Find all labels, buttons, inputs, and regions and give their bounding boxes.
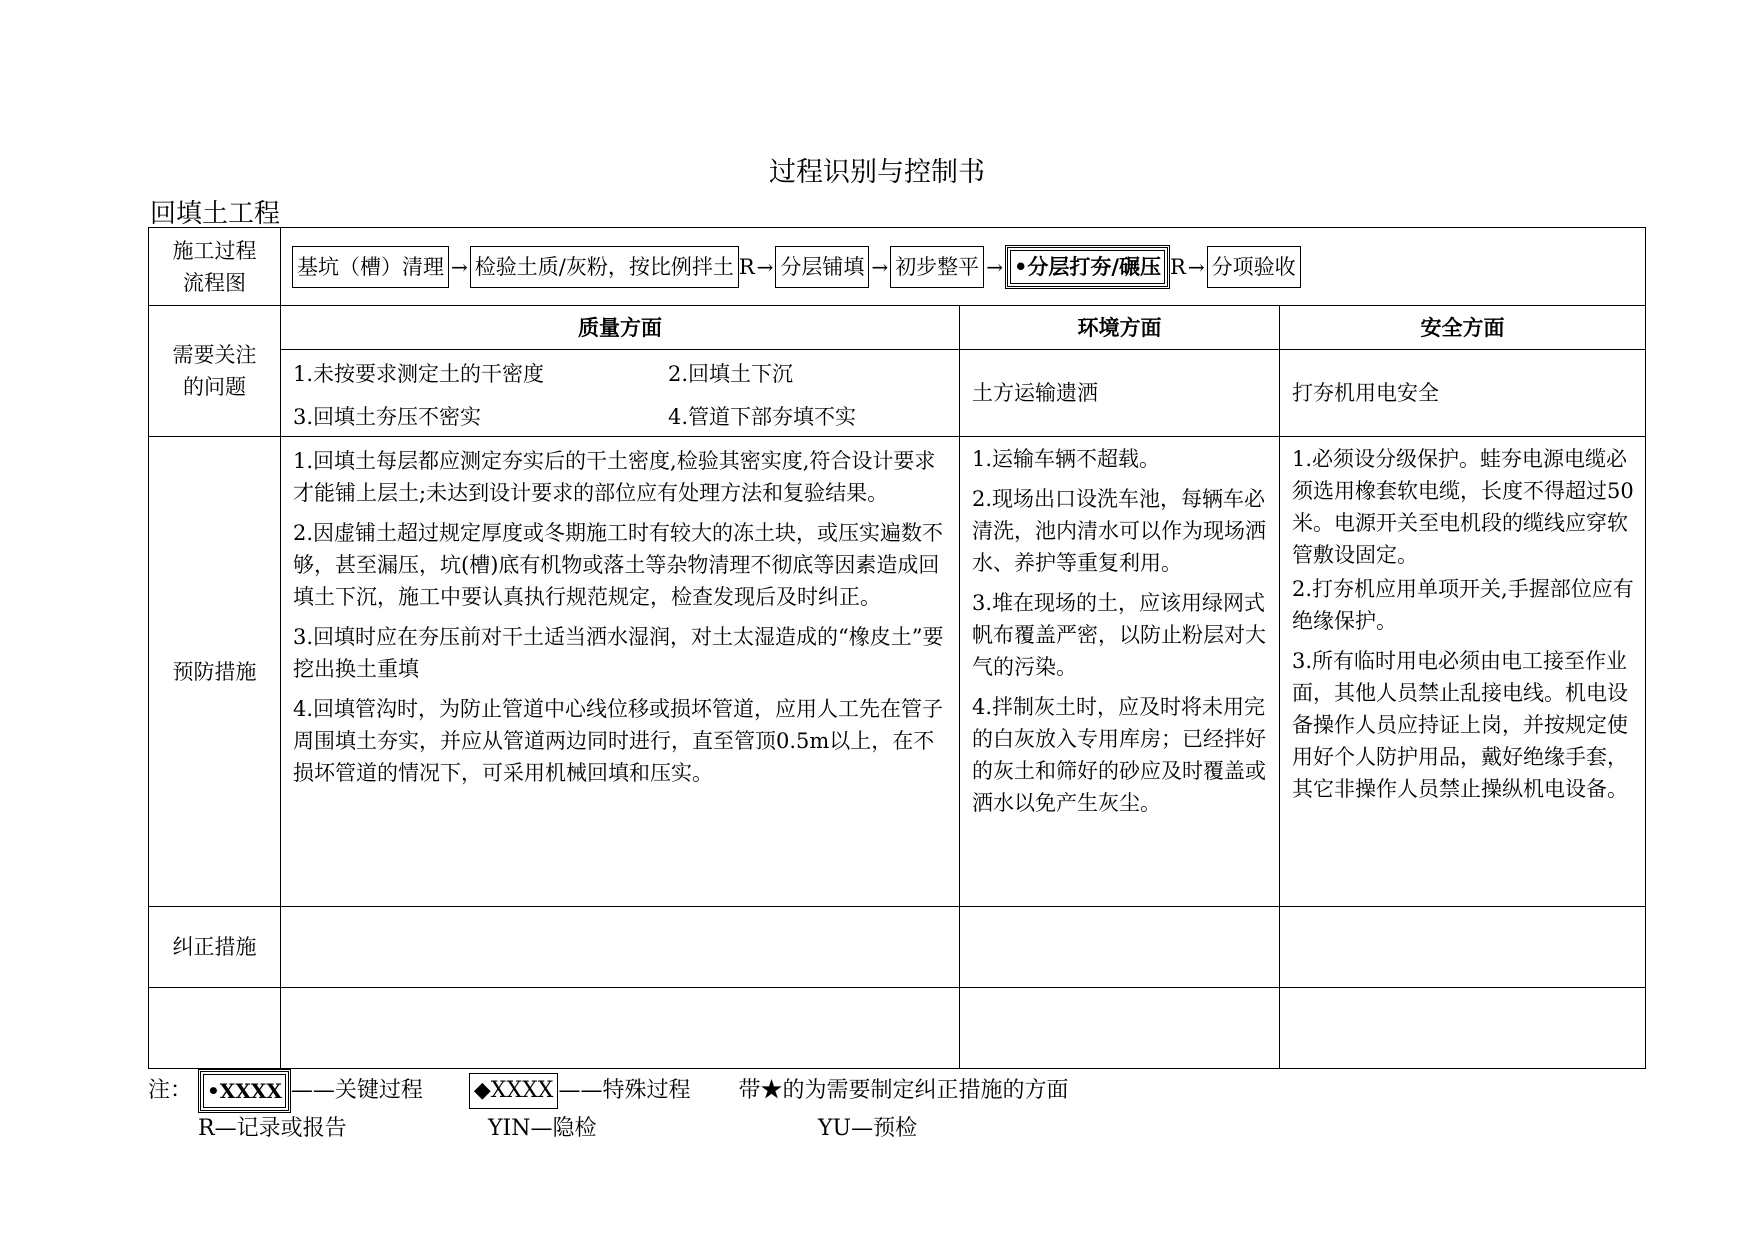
correction-row <box>149 907 1646 988</box>
quality-header: 质量方面 <box>281 306 960 350</box>
record-mark: R <box>738 254 755 279</box>
prevention-item: 1.运输车辆不超载。 <box>972 447 1161 471</box>
flow-arrow: → <box>1187 254 1205 279</box>
empty-row <box>149 988 1646 1069</box>
environment-header: 环境方面 <box>960 306 1280 350</box>
flow-arrow: → <box>986 254 1003 279</box>
record-mark: R <box>1170 254 1186 279</box>
issues-label: 需要关注的问题 <box>149 306 281 437</box>
flow-cell <box>281 228 1646 306</box>
project-name: 回填土工程 <box>150 199 281 229</box>
prevention-label: 预防措施 <box>149 437 281 907</box>
prevention-item: 1.回填土每层都应测定夯实后的干土密度,检验其密实度,符合设计要求才能铺上层土;未达到设计要求的部位应有处理方法和复验结果。 <box>293 449 936 505</box>
flow-arrow: → <box>871 254 889 279</box>
flow-arrow: → <box>756 254 774 279</box>
pre-inspection-note: YU—预检 <box>818 1116 918 1141</box>
flow-step-5-key-process: •分层打夯/碾压 <box>1005 245 1170 289</box>
prevention-row <box>149 437 1646 907</box>
control-table <box>148 227 1646 1069</box>
environment-correction <box>960 907 1280 988</box>
special-process-sample: ◆XXXX <box>469 1073 559 1109</box>
environment-prevention <box>960 437 1280 907</box>
quality-prevention <box>281 437 960 907</box>
issues-row <box>149 350 1646 437</box>
flow-step-6: 分项验收 <box>1207 246 1301 288</box>
correction-label: 纠正措施 <box>149 907 281 988</box>
safety-correction <box>1280 907 1646 988</box>
key-process-text: ——关键过程 <box>290 1078 423 1103</box>
special-process-text: ——特殊过程 <box>558 1078 691 1103</box>
note-prefix: 注： <box>148 1078 193 1103</box>
safety-header: 安全方面 <box>1280 306 1646 350</box>
empty-cell <box>149 988 281 1069</box>
quality-issues <box>281 350 960 437</box>
environment-issues: 土方运输遗洒 <box>960 350 1280 437</box>
safety-prevention <box>1280 437 1646 907</box>
flow-step-3: 分层铺填 <box>775 246 869 288</box>
prevention-item: 2.现场出口设洗车池，每辆车必清洗，池内清水可以作为现场洒水、养护等重复利用。 <box>972 487 1266 575</box>
empty-cell <box>1280 988 1646 1069</box>
legend-note <box>148 1072 1069 1148</box>
flow-step-4: 初步整平 <box>890 246 984 288</box>
issue-item: 2.回填土下沉 <box>668 362 794 386</box>
safety-issues: 打夯机用电安全 <box>1280 350 1646 437</box>
prevention-item: 3.回填时应在夯压前对干土适当洒水湿润，对土太湿造成的“橡皮土”要挖出换土重填 <box>293 625 944 681</box>
flow-row <box>149 228 1646 306</box>
header-row <box>149 306 1646 350</box>
empty-cell <box>960 988 1280 1069</box>
hidden-inspection-note: YIN—隐检 <box>488 1116 597 1141</box>
issue-item: 4.管道下部夯填不实 <box>668 405 857 429</box>
record-note: R—记录或报告 <box>198 1116 347 1141</box>
prevention-item: 4.回填管沟时，为防止管道中心线位移或损坏管道，应用人工先在管子周围填土夯实，并应从管道两边同时进行，直至管顶0.5m以上，在不损坏管道的情况下，可采用机械回填和压实。 <box>293 697 944 785</box>
issue-item: 3.回填土夯压不密实 <box>293 405 482 429</box>
issue-item: 1.未按要求测定土的干密度 <box>293 362 545 386</box>
legend-row-1 <box>148 1072 1069 1110</box>
quality-correction <box>281 907 960 988</box>
prevention-item: 3.堆在现场的土，应该用绿网式帆布覆盖严密，以防止粉层对大气的污染。 <box>972 591 1266 679</box>
prevention-item: 4.拌制灰土时，应及时将未用完的白灰放入专用库房；已经拌好的灰土和筛好的砂应及时覆盖或洒水以免产生灰尘。 <box>972 695 1266 815</box>
star-note: 带★的为需要制定纠正措施的方面 <box>738 1078 1069 1103</box>
page-title: 过程识别与控制书 <box>769 157 985 188</box>
flow-arrow: → <box>451 254 468 279</box>
empty-cell <box>281 988 960 1069</box>
prevention-item: 2.因虚铺土超过规定厚度或冬期施工时有较大的冻土块，或压实遍数不够，甚至漏压，坑(槽)底有机物或落土等杂物清理不彻底等因素造成回填土下沉，施工中要认真执行规范规定，检查发现后及时纠正。 <box>293 521 944 609</box>
flow-step-1: 基坑（槽）清理 <box>292 246 449 288</box>
prevention-item: 1.必须设分级保护。蛙夯电源电缆必须选用橡套软电缆，长度不得超过50米。电源开关至电机段的缆线应穿软管敷设固定。 <box>1292 447 1634 567</box>
flow-step-2: 检验土质/灰粉，按比例拌土 <box>470 246 739 288</box>
legend-row-2 <box>148 1110 1069 1148</box>
prevention-item: 2.打夯机应用单项开关,手握部位应有绝缘保护。 <box>1292 577 1634 633</box>
key-process-sample: •XXXX <box>198 1069 291 1113</box>
flow-label: 施工过程流程图 <box>149 228 281 306</box>
flow-chart <box>281 228 1645 305</box>
prevention-item: 3.所有临时用电必须由电工接至作业面，其他人员禁止乱接电线。机电设备操作人员应持证上岗，并按规定使用好个人防护用品，戴好绝缘手套，其它非操作人员禁止操纵机电设备。 <box>1292 649 1628 801</box>
